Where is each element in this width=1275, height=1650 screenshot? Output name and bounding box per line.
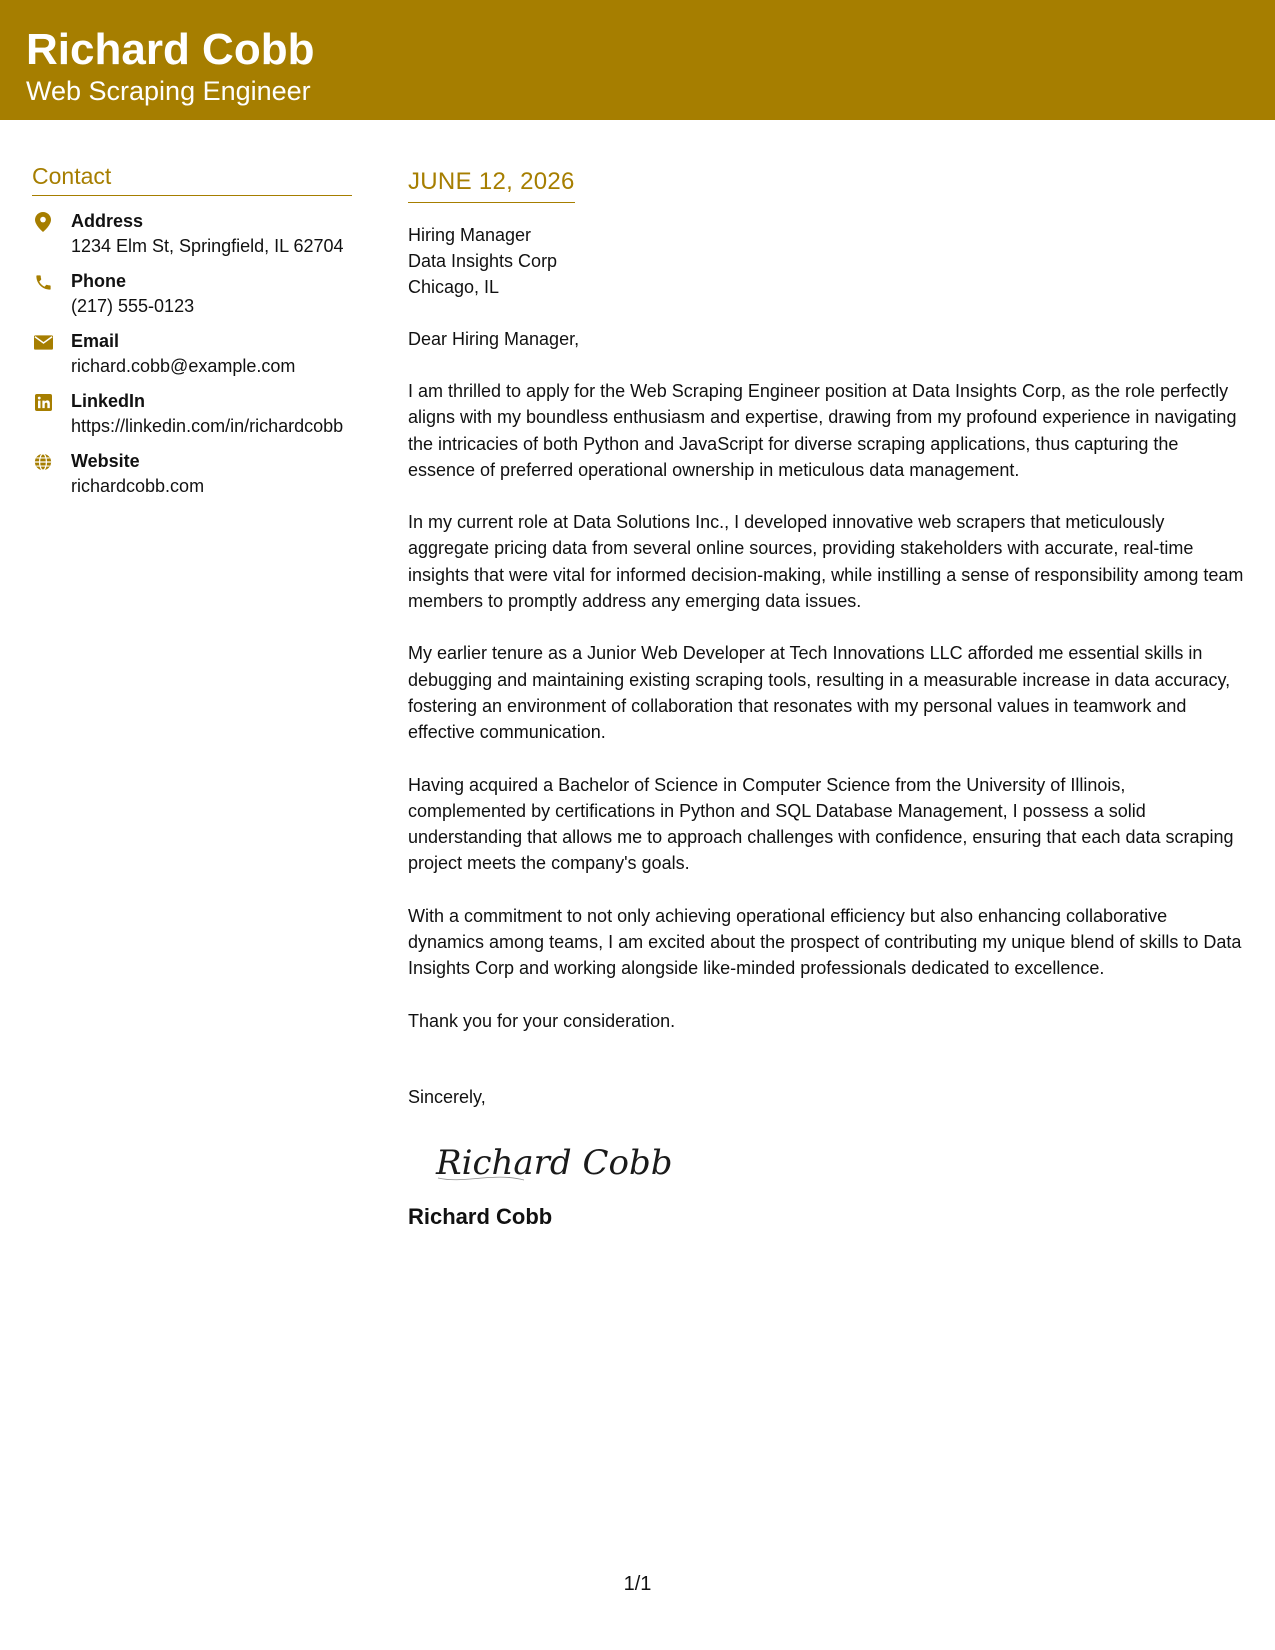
contact-item-email [32,329,352,379]
applicant-job-title: Web Scraping Engineer [26,76,311,106]
contact-item-phone [32,269,352,319]
linkedin-icon [32,391,54,413]
recipient-line: Data Insights Corp [408,251,558,271]
letter-date-block [408,166,575,203]
contact-label: LinkedIn [71,391,146,411]
letter-paragraph: With a commitment to not only achieving operational efficiency but also enhancing collaborative dynamics among teams, I am excited about the prospect of contributing my unique blend of skills to Data Insights Corp and working alongside like-minded professionals dedicated to excellence. [408,905,1242,979]
recipient-block [408,222,1248,300]
contact-label: Phone [71,271,127,291]
contact-item-linkedin [32,389,352,439]
envelope-icon [32,331,54,353]
signature-text: Richard Cobb [436,1142,673,1183]
applicant-name: Richard Cobb [26,25,315,74]
contact-item-website [32,449,352,499]
letter-date: JUNE 12, 2026 [408,168,575,195]
contact-label: Website [71,451,140,471]
letter-paragraph: Having acquired a Bachelor of Science in Computer Science from the University of Illinois, complemented by certifications in Python and SQL Database Management, I possess a solid understanding that allows me to approach challenges with confidence, ensuring that each data scraping project meets the company's goals. [408,774,1234,874]
contact-label: Address [71,211,144,231]
letter-paragraph: My earlier tenure as a Junior Web Developer at Tech Innovations LLC afforded me essential skills in debugging and maintaining existing scraping tools, resulting in a measurable increase in data accuracy, fostering an environment of collaboration that resonates with my personal values in teamwork and effective communication. [408,643,1231,743]
recipient-line: Hiring Manager [408,225,532,245]
address-value: 1234 Elm St, Springfield, IL 62704 [71,236,344,256]
email-value: richard.cobb@example.com [71,356,296,376]
salutation: Dear Hiring Manager, [408,329,580,349]
contact-item-address [32,209,352,259]
page-number: 1/1 [623,1573,652,1595]
signer-name: Richard Cobb [408,1203,553,1229]
contact-heading: Contact [32,160,352,196]
linkedin-value: https://linkedin.com/in/richardcobb [71,416,344,436]
globe-icon [32,451,54,473]
closing-thanks: Thank you for your consideration. [408,1010,676,1031]
phone-value: (217) 555-0123 [71,296,195,316]
phone-icon [32,271,54,293]
letter-body [408,166,1248,1232]
contact-label: Email [71,331,120,351]
handwritten-signature [434,1134,1248,1194]
contact-sidebar [32,160,352,509]
map-pin-icon [32,211,54,233]
header-banner [0,0,1275,120]
recipient-line: Chicago, IL [408,277,500,297]
website-value: richardcobb.com [71,476,205,496]
letter-paragraph: In my current role at Data Solutions Inc., I developed innovative web scrapers that meticulously aggregate pricing data from several online sources, providing stakeholders with accurate, real-time insights that were vital for informed decision-making, while instilling a sense of responsibility among team members to promptly address any emerging data issues. [408,512,1244,612]
letter-paragraph: I am thrilled to apply for the Web Scraping Engineer position at Data Insights Corp, as the role perfectly aligns with my boundless enthusiasm and expertise, drawing from my profound experience in navigating the intricacies of both Python and JavaScript for diverse scraping applications, thus capturing the essence of preferred operational ownership in meticulous data management. [408,381,1237,480]
signoff: Sincerely, [408,1086,486,1107]
